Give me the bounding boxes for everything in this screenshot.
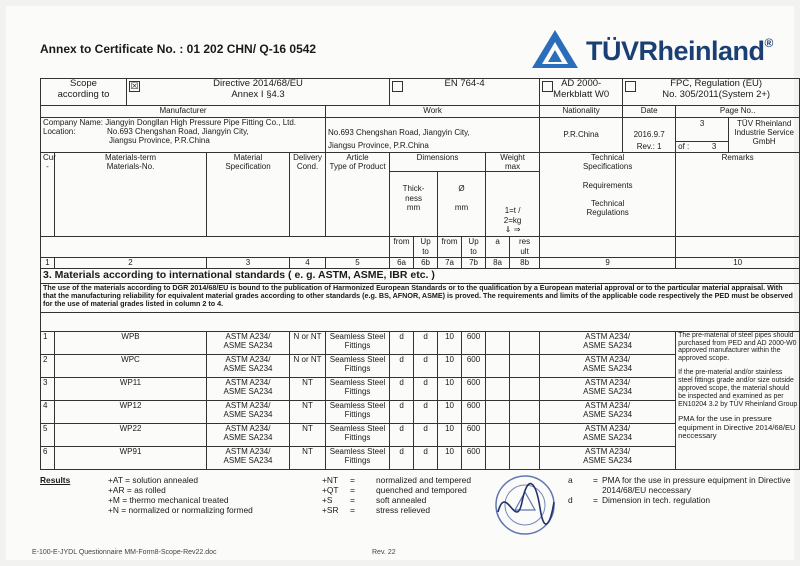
issuer-name: TÜV Rheinland Industrie Service GmbH (734, 119, 794, 147)
row-dia-to: 600 (462, 400, 486, 423)
row-cur: 6 (41, 446, 55, 469)
row-material: WP22 (55, 423, 207, 446)
row-dia-to: 600 (462, 377, 486, 400)
row-material: WP11 (55, 377, 207, 400)
colnum: 4 (290, 258, 326, 268)
party-info-row (41, 118, 800, 153)
tuv-logo (526, 28, 776, 72)
row-material: WP12 (55, 400, 207, 423)
row-cur: 1 (41, 331, 55, 354)
location-line-2: Jiangsu Province, P.R.China (109, 136, 210, 146)
col-thick-from: from (390, 237, 414, 258)
colnum: 7a (438, 258, 462, 268)
colnum: 8a (486, 258, 510, 268)
section-note: The use of the materials according to DGR 2014/68/EU is bound to the publication of Harmonized European Standards or to the qualification by a European material approval or to the particular material appraisal. With that the manufacturing reliability for equivalent material grades according to other standards (e.g. BS, AFNOR, ASME) is proved. The requirements and limits of the applicable code respectively the PED must be observed for the use of material grades listed in column 2 to 4. (41, 283, 800, 312)
page-total: 3 (711, 141, 717, 151)
row-thick-to: d (414, 331, 438, 354)
row-delivery: NT (290, 423, 326, 446)
row-article: Seamless Steel Fittings (326, 423, 390, 446)
nationality-value: P.R.China (540, 118, 623, 153)
col-dimensions: Dimensions (390, 153, 486, 172)
nationality-heading: Nationality (540, 106, 623, 118)
section-note-row (41, 283, 800, 312)
row-spec: ASTM A234/ ASME SA234 (207, 423, 290, 446)
row-thick-to: d (414, 377, 438, 400)
col-dia-to: Up to (462, 237, 486, 258)
tuv-triangle-icon (530, 28, 580, 70)
colnum: 6b (414, 258, 438, 268)
row-dia-from: 10 (438, 331, 462, 354)
row-dia-to: 600 (462, 423, 486, 446)
column-range-row (41, 237, 800, 258)
row-cur: 4 (41, 400, 55, 423)
column-header-row (41, 153, 800, 172)
col-weight-result: res ult (510, 237, 540, 258)
fpc-label: FPC, Regulation (EU) No. 305/2011(System 2+) (662, 78, 771, 100)
row-dia-from: 10 (438, 400, 462, 423)
col-thick-to: Up to (414, 237, 438, 258)
row-spec: ASTM A234/ ASME SA234 (207, 446, 290, 469)
footer-revision: Rev. 22 (372, 549, 396, 556)
revision-value: Rev.: 1 (636, 142, 662, 152)
colnum: 6a (390, 258, 414, 268)
row-dia-from: 10 (438, 446, 462, 469)
results-title: Results (40, 475, 71, 485)
remark-3: PMA for the use in pressure equipment in Directive 2014/68/EU neccessary (678, 414, 796, 441)
manufacturer-heading: Manufacturer (41, 106, 326, 118)
company-name: Jiangyin Dongllan High Pressure Pipe Fitting Co., Ltd. (105, 118, 297, 127)
row-thick-from: d (390, 400, 414, 423)
table-row (41, 331, 800, 354)
row-tech: ASTM A234/ ASME SA234 (540, 331, 676, 354)
row-article: Seamless Steel Fittings (326, 400, 390, 423)
col-diameter: Ø mm (438, 172, 486, 237)
tuv-stamp-icon (492, 472, 558, 538)
document-sheet (6, 6, 798, 560)
row-delivery: N or NT (290, 354, 326, 377)
remark-1: The pre-material of steel pipes should purchased from PED and AD 2000-W0 approved manufacturer within the approved scope. (678, 331, 797, 363)
row-thick-from: d (390, 423, 414, 446)
row-tech: ASTM A234/ ASME SA234 (540, 354, 676, 377)
row-material: WPC (55, 354, 207, 377)
directive-label: Directive 2014/68/EU Annex I §4.3 (213, 78, 303, 100)
row-delivery: NT (290, 377, 326, 400)
colnum: 2 (55, 258, 207, 268)
row-dia-from: 10 (438, 423, 462, 446)
col-article: Article Type of Product (326, 153, 390, 237)
row-spec: ASTM A234/ ASME SA234 (207, 331, 290, 354)
certificate-annex-title: Annex to Certificate No. : 01 202 CHN/ Q-16 0542 (40, 42, 317, 56)
row-cur: 3 (41, 377, 55, 400)
row-thick-to: d (414, 446, 438, 469)
legend-item-d-value: Dimension in tech. regulation (602, 495, 711, 505)
company-line: Company Name: Jiangyin Dongllan High Pressure Pipe Fitting Co., Ltd. (43, 118, 297, 127)
page-of-label: of : (678, 141, 690, 151)
colnum: 7b (462, 258, 486, 268)
colnum: 1 (41, 258, 55, 268)
remark-2: If the pre-material and/or stainless steel fittings grade and/or size outside approved scope, the material should be inspected and examined as per EN10204 3.2 by TÜV Rheinland Group (678, 369, 798, 409)
scope-label: Scope according to (41, 79, 127, 106)
scope-row (41, 79, 800, 106)
work-heading: Work (326, 106, 540, 118)
row-article: Seamless Steel Fittings (326, 446, 390, 469)
legend-item: +QT = quenched and tempored (322, 485, 467, 495)
row-tech: ASTM A234/ ASME SA234 (540, 446, 676, 469)
row-tech: ASTM A234/ ASME SA234 (540, 423, 676, 446)
row-dia-to: 600 (462, 331, 486, 354)
col-weight-a: a (486, 237, 510, 258)
fpc-checkbox[interactable] (625, 81, 636, 92)
row-material: WPB (55, 331, 207, 354)
footer-document-id: E-100-E-JYDL Questionnaire MM-Form8-Scope-Rev22.doc (32, 549, 217, 556)
legend-item: +AR = as rolled (108, 485, 166, 495)
row-thick-from: d (390, 377, 414, 400)
colnum: 8b (510, 258, 540, 268)
legend-item: +SR = stress relieved (322, 505, 430, 515)
colnum: 3 (207, 258, 290, 268)
row-dia-to: 600 (462, 354, 486, 377)
colnum: 5 (326, 258, 390, 268)
row-dia-to: 600 (462, 446, 486, 469)
legend-item: +S = soft annealed (322, 495, 427, 505)
col-weight: Weight max (486, 153, 540, 172)
location-line: Location: No.693 Chengshan Road, Jiangyin City, (43, 127, 249, 137)
col-thickness: Thick- ness mm (390, 172, 438, 237)
col-tech: Technical Specifications Requirements Technical Regulations (540, 153, 676, 237)
col-delivery: Delivery Cond. (290, 153, 326, 237)
row-material: WP91 (55, 446, 207, 469)
column-number-row (41, 258, 800, 268)
row-cur: 2 (41, 354, 55, 377)
legend-item: +NT = normalized and tempered (322, 475, 471, 485)
section-title: 3. Materials according to international standards ( e. g. ASTM, ASME, IBR etc. ) (41, 268, 800, 283)
work-address-2: Jiangsu Province, P.R.China (328, 141, 429, 151)
row-article: Seamless Steel Fittings (326, 331, 390, 354)
en764-label: EN 764-4 (444, 78, 485, 89)
certificate-table (40, 78, 800, 470)
col-materials: Materials-term Materials-No. (55, 153, 207, 237)
row-delivery: NT (290, 400, 326, 423)
legend-item: +N = normalized or normalizing formed (108, 505, 253, 515)
ad2000-label: AD 2000- Merkblatt W0 (553, 78, 610, 100)
page-number: 3 (699, 119, 705, 128)
row-thick-from: d (390, 354, 414, 377)
colnum: 10 (676, 258, 800, 268)
ad2000-checkbox[interactable] (542, 81, 553, 92)
page-no-heading: Page No.. (676, 106, 800, 118)
row-tech: ASTM A234/ ASME SA234 (540, 400, 676, 423)
logo-wordmark: TÜVRheinland® (586, 36, 773, 66)
legend-item-a: a = (568, 475, 598, 485)
row-thick-from: d (390, 446, 414, 469)
row-spec: ASTM A234/ ASME SA234 (207, 377, 290, 400)
legend-item-a-value: PMA for the use in pressure equipment in Directive 2014/68/EU neccessary (602, 475, 791, 495)
en764-checkbox[interactable] (392, 81, 403, 92)
row-delivery: N or NT (290, 331, 326, 354)
row-thick-to: d (414, 354, 438, 377)
row-thick-to: d (414, 423, 438, 446)
row-dia-from: 10 (438, 354, 462, 377)
party-header-row (41, 106, 800, 118)
col-weight-unit: 1=t / 2=kg ⇓ ⇒ (486, 172, 540, 237)
row-cur: 5 (41, 423, 55, 446)
col-dia-from: from (438, 237, 462, 258)
row-article: Seamless Steel Fittings (326, 377, 390, 400)
row-article: Seamless Steel Fittings (326, 354, 390, 377)
legend-item: +M = thermo mechanical treated (108, 495, 229, 505)
work-address-1: No.693 Chengshan Road, Jiangyin City, (328, 128, 470, 137)
spacer-row (41, 312, 800, 331)
row-spec: ASTM A234/ ASME SA234 (207, 354, 290, 377)
col-cur: Cur - (41, 153, 55, 237)
row-thick-from: d (390, 331, 414, 354)
row-thick-to: d (414, 400, 438, 423)
row-tech: ASTM A234/ ASME SA234 (540, 377, 676, 400)
col-spec: Material Specification (207, 153, 290, 237)
date-heading: Date (623, 106, 676, 118)
date-value: 2016.9.7 (633, 130, 665, 139)
col-remarks: Remarks (676, 153, 800, 237)
row-spec: ASTM A234/ ASME SA234 (207, 400, 290, 423)
row-delivery: NT (290, 446, 326, 469)
colnum: 9 (540, 258, 676, 268)
legend-item: +AT = solution annealed (108, 475, 199, 485)
directive-checkbox[interactable]: ☒ (130, 81, 139, 91)
legend-item-d: d = (568, 495, 598, 505)
row-dia-from: 10 (438, 377, 462, 400)
section-title-row (41, 268, 800, 283)
